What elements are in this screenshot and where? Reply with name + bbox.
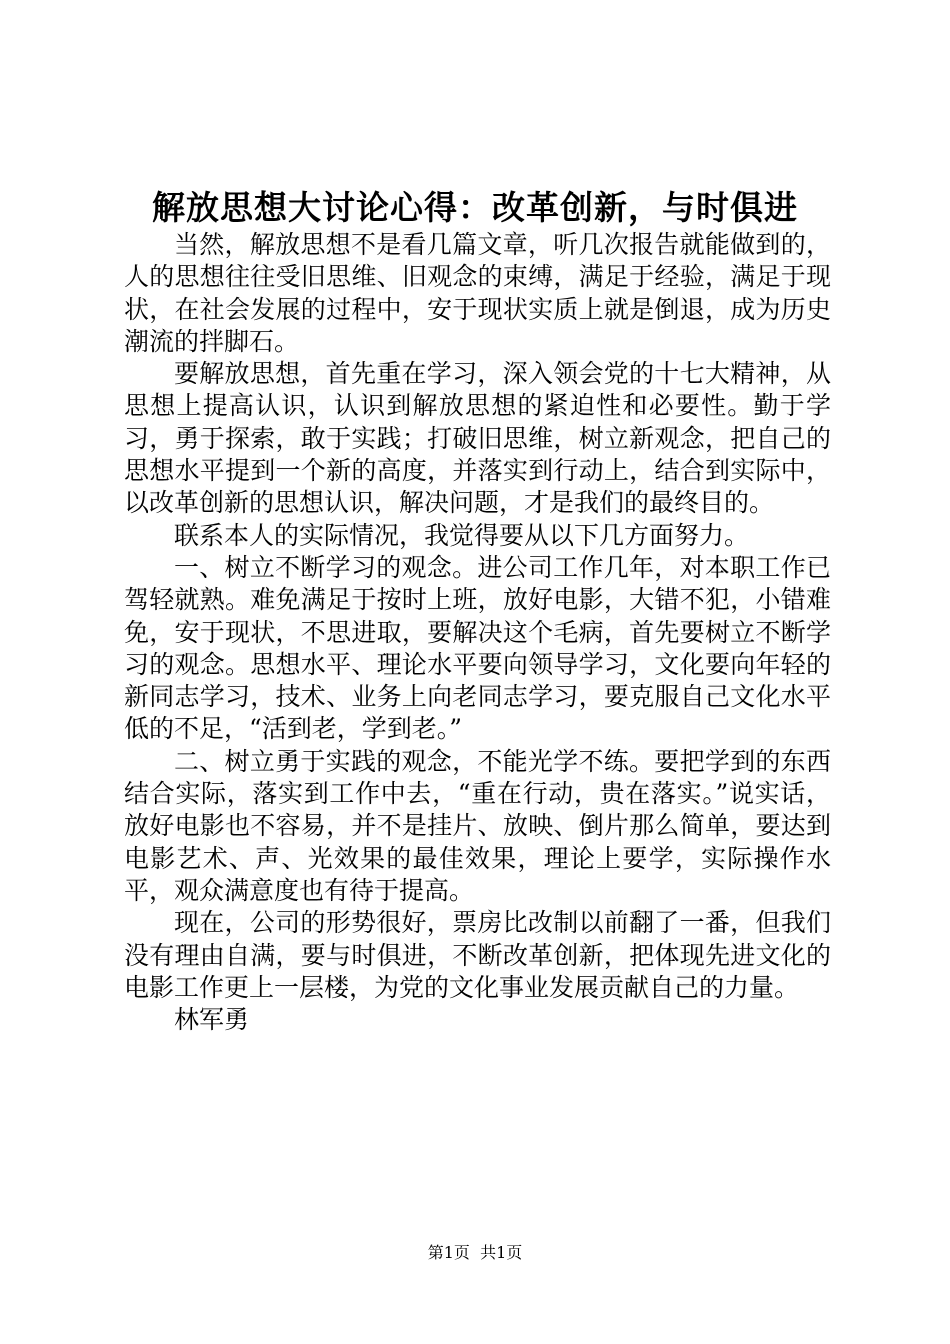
paragraph-1: 当然，解放思想不是看几篇文章，听几次报告就能做到的，人的思想往往受旧思维、旧观念的束缚，满足于经验，满足于现状，在社会发展的过程中，安于现状实质上就是倒退，成为历史潮流的拌脚石。: [124, 230, 831, 356]
author-signature: 林军勇: [174, 1005, 250, 1035]
paragraph-5: 二、树立勇于实践的观念，不能光学不练。要把学到的东西结合实际，落实到工作中去，“重在行动，贵在落实。”说实话，放好电影也不容易，并不是挂片、放映、倒片那么简单，要达到电影艺术、声、光效果的最佳效果，理论上要学，实际操作水平，观众满意度也有待于提高。: [124, 746, 831, 905]
paragraph-4: 一、树立不断学习的观念。进公司工作几年，对本职工作已驾轻就熟。难免满足于按时上班，放好电影，大错不犯，小错难免，安于现状，不思进取，要解决这个毛病，首先要树立不断学习的观念。思想水平、理论水平要向领导学习，文化要向年轻的新同志学习，技术、业务上向老同志学习，要克服自己文化水平低的不足，“活到老，学到老。”: [124, 552, 831, 744]
document-body: [124, 229, 831, 1036]
paragraph-6: 现在，公司的形势很好，票房比改制以前翻了一番，但我们没有理由自满，要与时俱进，不断改革创新，把体现先进文化的电影工作更上一层楼，为党的文化事业发展贡献自己的力量。: [124, 908, 831, 1002]
paragraph-3: 联系本人的实际情况，我觉得要从以下几方面努力。: [174, 520, 750, 550]
paragraph-2: 要解放思想，首先重在学习，深入领会党的十七大精神，从思想上提高认识，认识到解放思想的紧迫性和必要性。勤于学习，勇于探索，敢于实践；打破旧思维，树立新观念，把自己的思想水平提到一个新的高度，并落实到行动上，结合到实际中，以改革创新的思想认识，解决问题，才是我们的最终目的。: [124, 359, 831, 518]
document-title: 解放思想大讨论心得：改革创新，与时俱进: [152, 188, 798, 227]
page-footer: 第1页 共1页: [427, 1243, 523, 1262]
